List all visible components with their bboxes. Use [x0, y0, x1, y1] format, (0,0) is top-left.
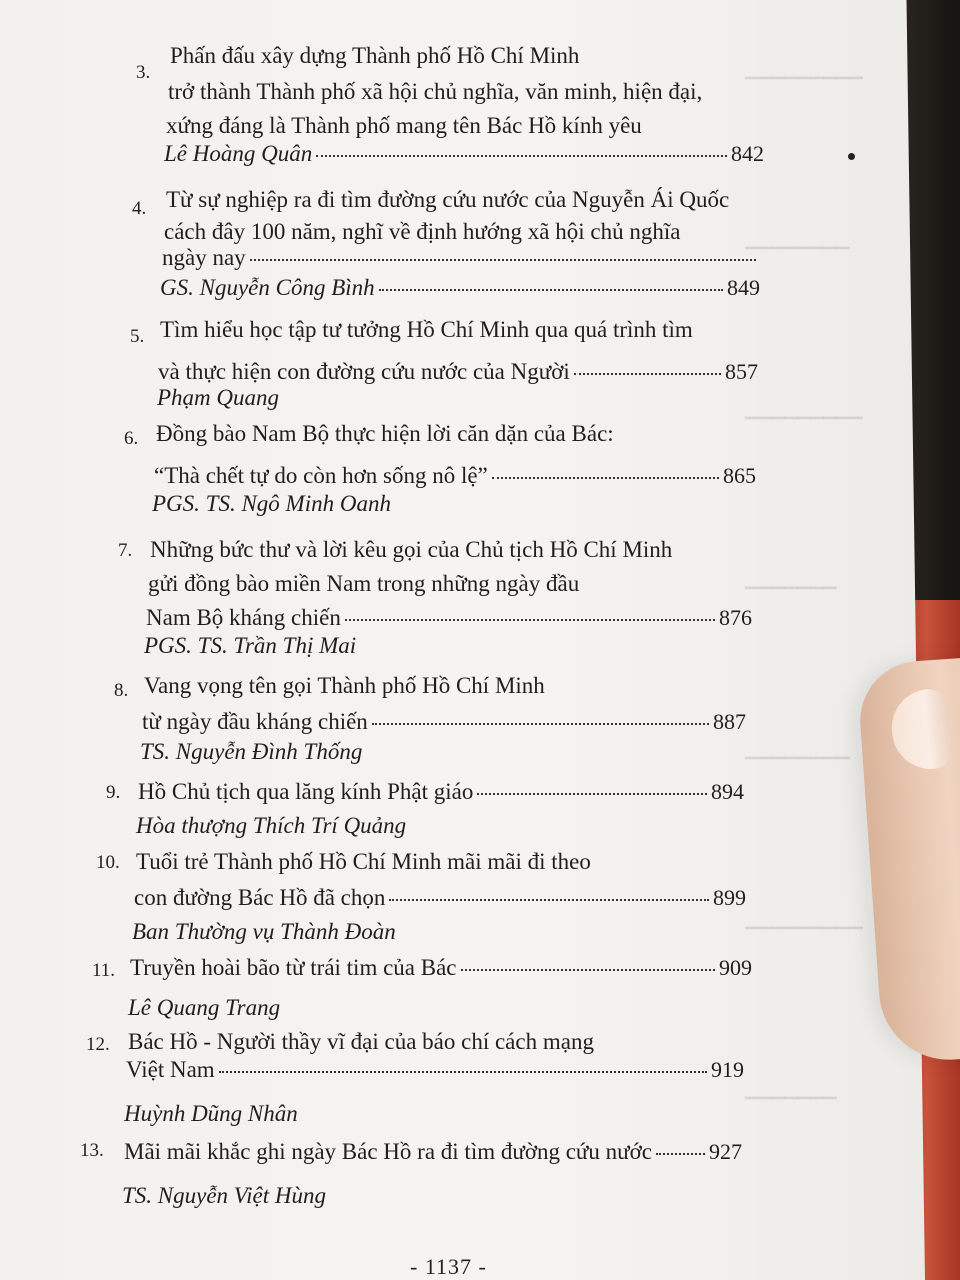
entry-author: TS. Nguyễn Việt Hùng	[122, 1183, 326, 1208]
entry-page-number: 919	[711, 1057, 744, 1082]
entry-author-row	[160, 274, 760, 302]
entry-author: Ban Thường vụ Thành Đoàn	[132, 919, 396, 944]
entry-number: 3.	[136, 62, 151, 83]
entry-title-line: Truyền hoài bão từ trái tim của Bác	[130, 955, 457, 980]
entry-title-line: Phấn đấu xây dựng Thành phố Hồ Chí Minh	[170, 43, 580, 68]
dot-leader	[372, 723, 709, 725]
dot-leader	[219, 1071, 707, 1073]
entry-number: 12.	[86, 1034, 110, 1055]
dot-leader	[477, 793, 707, 795]
entry-title-last-row	[126, 1056, 744, 1084]
entry-author: Phạm Quang	[157, 385, 280, 410]
entry-title-line: Nam Bộ kháng chiến	[146, 605, 341, 630]
entry-title-line: và thực hiện con đường cứu nước của Người	[158, 359, 570, 384]
entry-title-last-row	[146, 604, 752, 632]
entry-number: 8.	[114, 680, 129, 701]
dot-leader	[574, 373, 721, 375]
entry-page-number: 909	[719, 955, 752, 980]
entry-title-line: Đồng bào Nam Bộ thực hiện lời căn dặn của Bác:	[156, 421, 614, 446]
entry-title-last-row	[130, 954, 752, 982]
entry-author: PGS. TS. Ngô Minh Oanh	[152, 491, 391, 516]
entry-title-line: Tuổi trẻ Thành phố Hồ Chí Minh mãi mãi đi theo	[136, 849, 591, 874]
entry-number: 4.	[132, 198, 147, 219]
entry-number: 13.	[80, 1140, 104, 1161]
entry-author: Huỳnh Dũng Nhân	[124, 1101, 298, 1126]
dot-leader	[345, 619, 715, 621]
entry-title-line: con đường Bác Hồ đã chọn	[134, 885, 386, 910]
entry-page-number: 849	[727, 275, 760, 300]
entry-author: PGS. TS. Trần Thị Mai	[144, 633, 357, 658]
entry-page-number: 865	[723, 463, 756, 488]
entry-title-line: Tìm hiểu học tập tư tưởng Hồ Chí Minh qua quá trình tìm	[160, 317, 693, 342]
dot-leader	[379, 289, 723, 291]
entry-title-last-row	[124, 1138, 742, 1166]
entry-title-line: Vang vọng tên gọi Thành phố Hồ Chí Minh	[144, 673, 545, 698]
entry-page-number: 927	[709, 1139, 742, 1164]
entry-number: 5.	[130, 326, 145, 347]
entry-title-last-row	[158, 358, 758, 386]
entry-page-number: 887	[713, 709, 746, 734]
entry-title-last-row	[138, 778, 744, 806]
dot-leader	[656, 1153, 705, 1155]
dot-leader	[250, 259, 756, 261]
entry-page-number: 876	[719, 605, 752, 630]
entry-title-line: Hồ Chủ tịch qua lăng kính Phật giáo	[138, 779, 474, 804]
entry-title-line: từ ngày đầu kháng chiến	[142, 709, 368, 734]
entry-page-number: 894	[711, 779, 744, 804]
dot-leader	[389, 899, 709, 901]
entry-author: Lê Quang Trang	[128, 995, 281, 1020]
entry-title-last-row	[142, 708, 746, 736]
entry-number: 11.	[92, 960, 116, 981]
entry-number: 7.	[118, 540, 133, 561]
entry-title-line: gửi đồng bào miền Nam trong những ngày đầu	[148, 571, 580, 596]
entry-author: Hòa thượng Thích Trí Quảng	[136, 813, 407, 838]
entry-number: 10.	[96, 852, 120, 873]
dot-leader	[461, 969, 715, 971]
entry-title-line: trở thành Thành phố xã hội chủ nghĩa, văn minh, hiện đại,	[168, 79, 703, 104]
entry-title-line: cách đây 100 năm, nghĩ về định hướng xã hội chủ nghĩa	[164, 219, 681, 244]
dot-leader	[316, 155, 727, 157]
entry-title-line: “Thà chết tự do còn hơn sống nô lệ”	[154, 463, 488, 488]
entry-author: Lê Hoàng Quân	[164, 141, 313, 166]
entry-title-line: Những bức thư và lời kêu gọi của Chủ tịch Hồ Chí Minh	[150, 537, 673, 562]
entry-title-line: Việt Nam	[126, 1057, 215, 1082]
entry-number: 9.	[106, 782, 121, 803]
entry-author: GS. Nguyễn Công Bình	[160, 275, 375, 300]
entry-title-line: ngày nay	[162, 245, 246, 270]
entry-number: 6.	[124, 428, 139, 449]
entry-title-last-row	[134, 884, 746, 912]
entry-title-line: xứng đáng là Thành phố mang tên Bác Hồ kính yêu	[166, 113, 642, 138]
entry-title-line: Bác Hồ - Người thầy vĩ đại của báo chí cách mạng	[128, 1029, 594, 1054]
entry-author: TS. Nguyễn Đình Thống	[140, 739, 363, 764]
entry-page-number: 842	[731, 141, 764, 166]
entry-title-line: Mãi mãi khắc ghi ngày Bác Hồ ra đi tìm đường cứu nước	[124, 1139, 652, 1164]
entry-title-line: Từ sự nghiệp ra đi tìm đường cứu nước của Nguyễn Ái Quốc	[166, 187, 730, 212]
entry-author-row	[164, 140, 764, 168]
entry-title-last-row	[162, 244, 760, 272]
dot-leader	[492, 477, 719, 479]
entry-page-number: 857	[725, 359, 758, 384]
page-number: - 1137 -	[410, 1254, 487, 1279]
entry-page-number: 899	[713, 885, 746, 910]
entry-title-last-row	[154, 462, 756, 490]
